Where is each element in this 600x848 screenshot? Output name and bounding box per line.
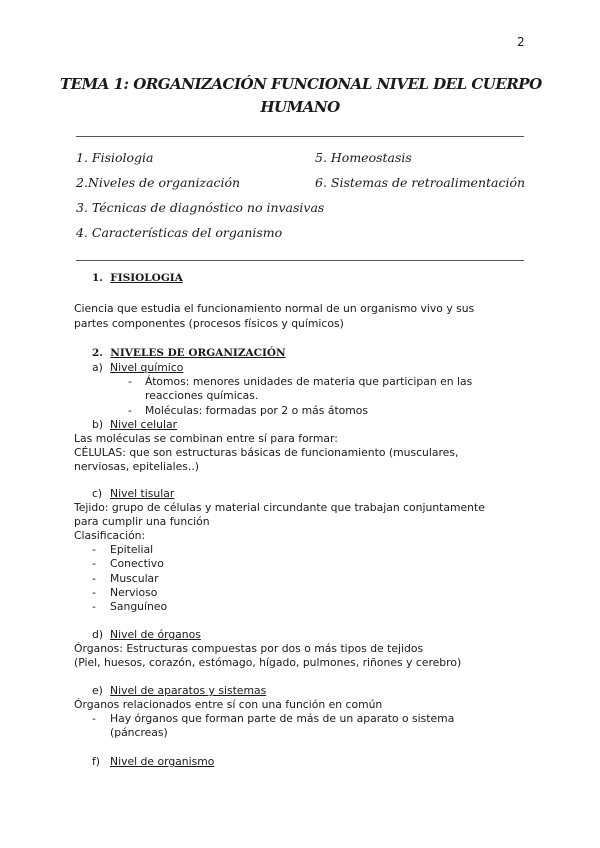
subsection-e-marker: e) [92, 684, 103, 697]
subsection-f-marker: f) [92, 755, 101, 768]
atoms-line2: reacciones químicas. [145, 389, 259, 402]
organs-text-line2: (Piel, huesos, corazón, estómago, hígado, pulmones, riñones y cerebro) [74, 656, 462, 669]
bullet-dash: - [128, 375, 132, 388]
bullet-dash: - [92, 712, 96, 725]
tissue-type-item: Sanguíneo [110, 600, 168, 613]
toc-item-4: 4. Características del organismo [76, 225, 283, 240]
subsection-a-label: Nivel químico [110, 361, 184, 374]
tissue-text-line1: Tejido: grupo de células y material circundante que trabajan conjuntamente [74, 501, 485, 514]
systems-bullet-line2: (páncreas) [110, 726, 168, 739]
toc-item-6: 6. Sistemas de retroalimentación [315, 175, 526, 190]
subsection-d-label: Nivel de órganos [110, 628, 201, 641]
subsection-b-marker: b) [92, 418, 104, 431]
subsection-e-label: Nivel de aparatos y sistemas [110, 684, 267, 697]
atoms-line1: Átomos: menores unidades de materia que participan en las [145, 375, 473, 388]
tissue-text-line2: para cumplir una función [74, 515, 210, 528]
tissue-type-item: Muscular [110, 572, 159, 585]
systems-bullet-line1: Hay órganos que forman parte de más de un aparato o sistema [110, 712, 455, 725]
subsection-d-marker: d) [92, 628, 104, 641]
molecules-line: Moléculas: formadas por 2 o más átomos [145, 404, 369, 417]
subsection-a-marker: a) [92, 361, 103, 374]
page-number: 2 [517, 35, 525, 49]
tissue-type-item: Epitelial [110, 543, 154, 556]
cell-text-line3: nerviosas, epiteliales..) [74, 460, 199, 473]
bullet-dash: - [92, 572, 96, 585]
classification-label: Clasificación: [74, 529, 146, 542]
systems-text-line1: Órganos relacionados entre sí con una función en común [74, 698, 383, 711]
bullet-dash: - [128, 404, 132, 417]
tissue-type-item: Conectivo [110, 557, 164, 570]
bullet-dash: - [92, 543, 96, 556]
tissue-type-item: Nervioso [110, 586, 158, 599]
toc-item-1: 1. Fisiologia [76, 150, 154, 165]
section1-heading [92, 272, 183, 284]
bottom-divider [76, 260, 524, 261]
cell-text-line2: CÉLULAS: que son estructuras básicas de funcionamiento (musculares, [74, 446, 459, 459]
top-divider [76, 136, 524, 137]
section1-text-line2: partes componentes (procesos físicos y químicos) [74, 317, 344, 330]
toc-item-3: 3. Técnicas de diagnóstico no invasivas [76, 200, 325, 215]
bullet-dash: - [92, 586, 96, 599]
toc-item-5: 5. Homeostasis [315, 150, 412, 165]
section2-number: 2. [92, 347, 103, 359]
document-title-line2: HUMANO [260, 98, 340, 116]
bullet-dash: - [92, 557, 96, 570]
cell-text-line1: Las moléculas se combinan entre sí para formar: [74, 432, 338, 445]
section1-text-line1: Ciencia que estudia el funcionamiento normal de un organismo vivo y sus [74, 302, 475, 315]
section2-title: NIVELES DE ORGANIZACIÓN [110, 347, 286, 359]
subsection-f-label: Nivel de organismo [110, 755, 215, 768]
bullet-dash: - [92, 600, 96, 613]
document-title-line1: TEMA 1: ORGANIZACIÓN FUNCIONAL NIVEL DEL CUERPO [60, 75, 542, 93]
section1-number: 1. [92, 272, 103, 284]
section2-heading [92, 347, 286, 359]
subsection-b-label: Nivel celular [110, 418, 178, 431]
toc-item-2: 2.Niveles de organización [76, 175, 241, 190]
subsection-c-label: Nivel tisular [110, 487, 175, 500]
subsection-c-marker: c) [92, 487, 103, 500]
organs-text-line1: Órganos: Estructuras compuestas por dos o más tipos de tejidos [74, 642, 424, 655]
section1-title: FISIOLOGIA [110, 272, 183, 284]
